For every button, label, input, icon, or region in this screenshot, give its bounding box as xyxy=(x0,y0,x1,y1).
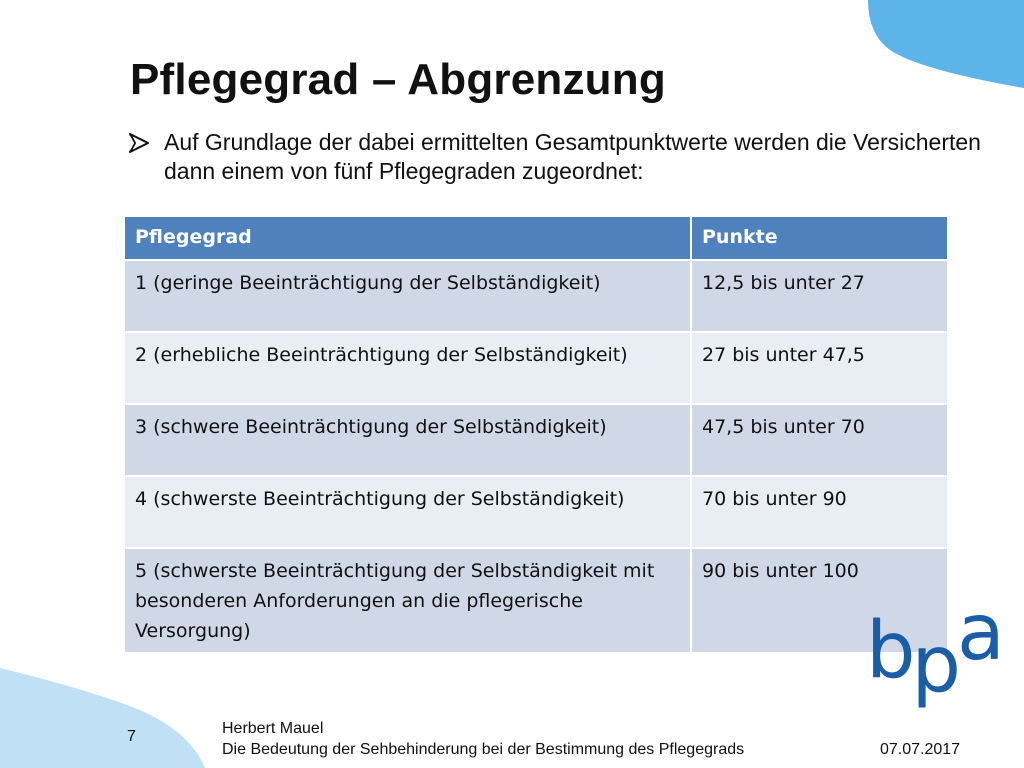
table-row xyxy=(124,260,948,332)
footer-date: 07.07.2017 xyxy=(880,741,961,758)
column-header-pflegegrad: Pflegegrad xyxy=(124,216,691,260)
bullet-text: Auf Grundlage der dabei ermittelten Gesamtpunktwerte werden die Versicherten dann einem von fünf Pflegegraden zugeordnet: xyxy=(164,129,981,184)
column-header-punkte: Punkte xyxy=(691,216,948,260)
grade-cell: 5 (schwerste Beeinträchtigung der Selbständigkeit mit besonderen Anforderungen an die pflegerische Versorgung) xyxy=(124,548,691,653)
points-cell: 70 bis unter 90 xyxy=(691,476,948,548)
bottom-left-corner-shape xyxy=(0,660,210,768)
footer-author: Herbert Mauel xyxy=(222,720,324,737)
page-number: 7 xyxy=(127,728,136,745)
grade-cell: 2 (erhebliche Beeinträchtigung der Selbständigkeit) xyxy=(124,332,691,404)
points-cell: 90 bis unter 100 xyxy=(691,548,948,653)
arrow-bullet-icon xyxy=(128,132,150,154)
points-cell: 47,5 bis unter 70 xyxy=(691,404,948,476)
bpa-logo xyxy=(866,588,1001,710)
table-row xyxy=(124,332,948,404)
logo-letter-b: b xyxy=(866,606,912,696)
table-header-row xyxy=(124,216,948,260)
grade-cell: 3 (schwere Beeinträchtigung der Selbständigkeit) xyxy=(124,404,691,476)
table-row xyxy=(124,548,948,653)
table-row xyxy=(124,476,948,548)
table-row xyxy=(124,404,948,476)
grade-cell: 4 (schwerste Beeinträchtigung der Selbständigkeit) xyxy=(124,476,691,548)
pflegegrad-table xyxy=(123,215,949,654)
logo-letter-a: a xyxy=(957,588,1001,678)
points-cell: 12,5 bis unter 27 xyxy=(691,260,948,332)
slide-title: Pflegegrad – Abgrenzung xyxy=(130,55,666,104)
grade-cell: 1 (geringe Beeinträchtigung der Selbständigkeit) xyxy=(124,260,691,332)
footer-talk-title: Die Bedeutung der Sehbehinderung bei der Bestimmung des Pflegegrads xyxy=(222,741,745,758)
logo-letter-p: p xyxy=(911,620,958,710)
points-cell: 27 bis unter 47,5 xyxy=(691,332,948,404)
top-right-corner-shape xyxy=(860,0,1024,90)
